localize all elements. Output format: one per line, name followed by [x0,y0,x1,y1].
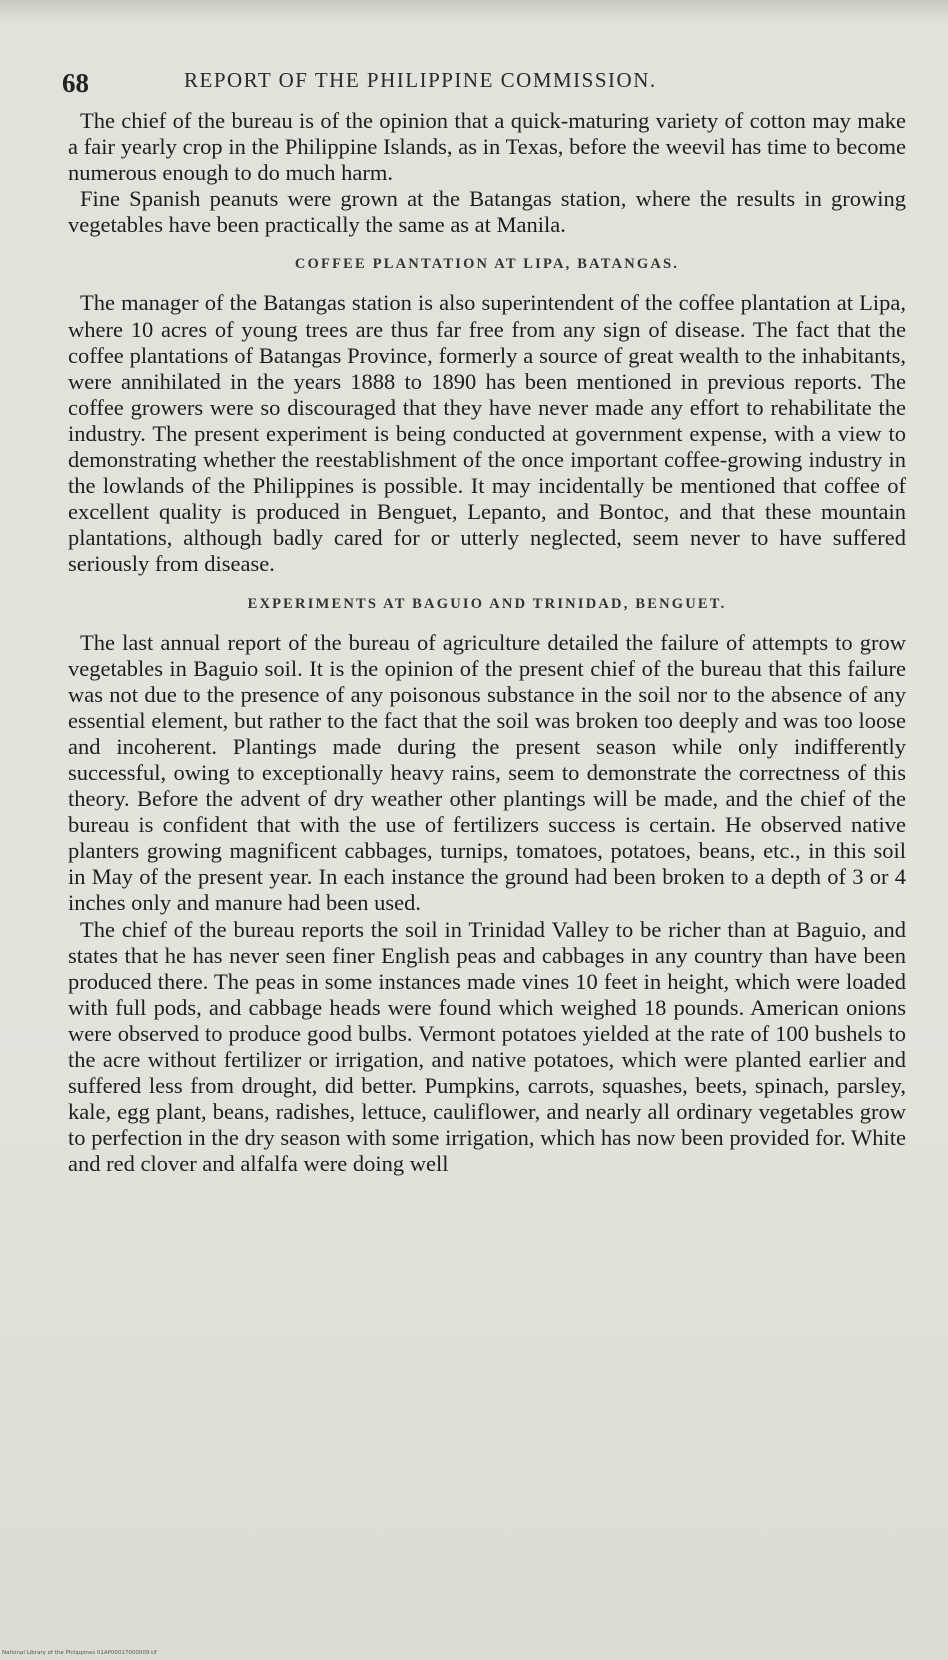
paragraph-coffee: The manager of the Batangas station is also superintendent of the coffee plantation at Lipa, where 10 acres of young trees are thus far free from any sign of disease. The fact that the coffee plantations of Batangas Province, formerly a source of great wealth to the inhabitants, were annihilated in the years 1888 to 1890 has been mentioned in previous reports. The coffee growers were so discouraged that they have never made any effort to rehabilitate the industry. The present experiment is being conducted at government expense, with a view to demonstrating whether the reestablishment of the once important coffee-growing industry in the lowlands of the Philippines is possible. It may incidentally be mentioned that coffee of excellent quality is produced in Benguet, Lepanto, and Bontoc, and that these mountain plantations, although badly cared for or utterly neglected, seem never to have suffered seriously from disease. [68,290,906,577]
page-header [62,62,902,100]
paragraph-trinidad: The chief of the bureau reports the soil in Trinidad Valley to be richer than at Baguio, and states that he has never seen finer English peas and cabbages in any country than have been produced there. The peas in some instances made vines 10 feet in height, which were loaded with full pods, and cabbage heads were found which weighed 18 pounds. American onions were observed to produce good bulbs. Vermont potatoes yielded at the rate of 100 bushels to the acre without fertilizer or irrigation, and native potatoes, which were planted earlier and suffered less from drought, did better. Pumpkins, carrots, squashes, beets, spinach, parsley, kale, egg plant, beans, radishes, lettuce, cauliflower, and nearly all ordinary vegetables grow to perfection in the dry season with some irrigation, which has now been provided for. White and red clover and alfalfa were doing well [68,916,906,1177]
section-heading-coffee: COFFEE PLANTATION AT LIPA, BATANGAS. [294,256,680,273]
paragraph-cotton: The chief of the bureau is of the opinion that a quick-maturing variety of cotton may make a fair yearly crop in the Philippine Islands, as in Texas, before the weevil has time to become numerous enough to do much harm. [68,108,906,186]
running-title: REPORT OF THE PHILIPPINE COMMISSION. [184,68,657,92]
paragraph-baguio: The last annual report of the bureau of agriculture detailed the failure of attempts to grow vegetables in Baguio soil. It is the opinion of the present chief of the bureau that this failure was not due to the presence of any poisonous substance in the soil nor to the absence of any essential element, but rather to the fact that the soil was broken too deeply and was too loose and incoherent. Plantings made during the present season while only indifferently successful, owing to exceptionally heavy rains, seem to demonstrate the correctness of this theory. Before the advent of dry weather other plantings will be made, and the chief of the bureau is confident that with the use of fertilizers success is certain. He observed native planters growing magnificent cabbages, turnips, tomatoes, potatoes, beans, etc., in this soil in May of the present year. In each instance the ground had been broken to a depth of 3 or 4 inches only and manure had been used. [68,629,906,916]
section-heading-baguio: EXPERIMENTS AT BAGUIO AND TRINIDAD, BENGUET. [247,595,727,612]
scan-footer: National Library of the Philippines 01AP00017000009.tif [2,1650,157,1656]
page-body [68,108,906,1177]
page-number: 68 [62,68,89,98]
paragraph-peanuts: Fine Spanish peanuts were grown at the Batangas station, where the results in growing vegetables have been practically the same as at Manila. [68,186,906,238]
